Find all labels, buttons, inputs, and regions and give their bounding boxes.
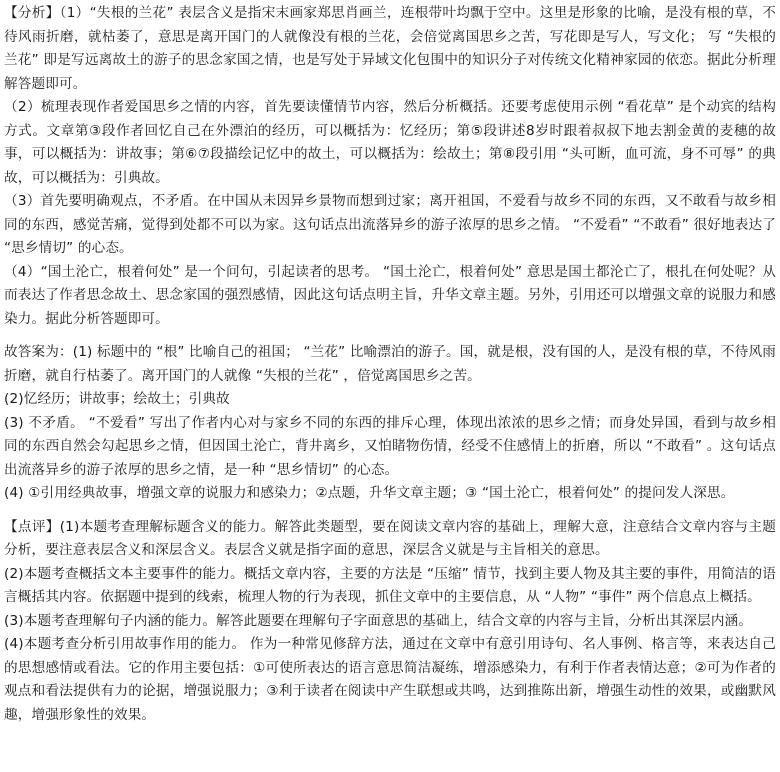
answer-item-4: (4) ①引用经典故事，增强文章的说服力和感染力；②点题，升华文章主题；③ “国土沦亡，根着何处” 的提问发人深思。 [4, 485, 735, 501]
comment-section [4, 516, 776, 728]
answer-section [4, 341, 776, 506]
analysis-paragraph-3: （3）首先要明确观点，不矛盾。在中国从未因异乡景物而想到过家；离开祖国，不爱看与故乡不同的东西，又不敢看与故乡相同的东西，感觉苦痛，觉得到处都不可以为家。这句话点出流落异乡的游子浓厚的思乡之情。 “不爱看” “不敢看” 很好地表达了 “思乡情切” 的心态。 [4, 193, 776, 256]
answer-item-2: (2)忆经历；讲故事；绘故土；引典故 [4, 391, 230, 407]
analysis-paragraph-2: （2）梳理表现作者爱国思乡之情的内容，首先要读懂情节内容，然后分析概括。还要考虑使用示例 “看花草” 是个动宾的结构方式。文章第③段作者回忆自己在外漂泊的经历，可以概括为：忆经历；第⑤段讲述8岁时跟着叔叔下地去割金黄的麦穗的故事，可以概括为：讲故事；第⑥⑦段描绘记忆中的故土，可以概括为：绘故土；第⑧段引用 “头可断，血可流，身不可辱” 的典故，可以概括为：引典故。 [4, 99, 776, 186]
analysis-paragraph-4: （4）“国土沦亡，根着何处” 是一个问句，引起读者的思考。 “国土沦亡，根着何处” 意思是国土都沦亡了，根扎在何处呢？从而表达了作者思念故土、思念家国的强烈感情，因此这句话点明主旨，升华文章主题。另外，引用还可以增强文章的说服力和感染力。据此分析答题即可。 [4, 263, 776, 327]
answer-item-1: 故答案为：(1) 标题中的 “根” 比喻自己的祖国； “兰花” 比喻漂泊的游子。国，就是根，没有国的人，是没有根的草，不待风雨折磨，就自行枯萎了。离开国门的人就像 “失根的兰花” ，倍觉离国思乡之苦。 [4, 344, 776, 384]
comment-item-1: 【点评】(1)本题考查理解标题含义的能力。解答此类题型，要在阅读文章内容的基础上，理解大意，注意结合文章内容与主题分析，要注意表层含义和深层含义。表层含义就是指字面的意思，深层含义就是与主旨相关的意思。 [4, 518, 776, 558]
analysis-section [4, 2, 776, 331]
section-spacer [4, 331, 776, 341]
comment-item-2: (2)本题考查概括文本主要事件的能力。概括文章内容，主要的方法是 “压缩” 情节，找到主要人物及其主要的事件，用简洁的语言概括其内容。依据题中提到的线索，梳理人物的行为表现，抓住文章中的主要信息，从 “人物” “事件” 两个信息点上概括。 [4, 565, 776, 605]
comment-item-3: (3)本题考查理解句子内涵的能力。解答此题要在理解句子字面意思的基础上，结合文章的内容与主旨，分析出其深层内涵。 [4, 612, 753, 629]
section-spacer [4, 506, 776, 516]
answer-item-3: (3) 不矛盾。 “不爱看” 写出了作者内心对与家乡不同的东西的排斥心理，体现出浓浓的思乡之情；而身处异国，看到与故乡相同的东西自然会勾起思乡之情，但因国土沦亡，背井离乡，又怕睹物伤情，经受不住感情上的折磨，所以 “不敢看” 。这句话点出流落异乡的游子浓厚的思乡之情，是一种 “思乡情切” 的心态。 [4, 414, 776, 478]
analysis-paragraph-1: 【分析】（1）“失根的兰花” 表层含义是指宋末画家郑思肖画兰，连根带叶均飘于空中。这里是形象的比喻，是没有根的草，不待风雨折磨，就枯萎了，意思是离开国门的人就像没有根的兰花，会倍觉离国思乡之苦，写花即是写人，写文化； 写 “失根的兰花” 即是写远离故土的游子的思念家国之情，也是写处于异域文化包围中的知识分子对传统文化精神家园的依恋。据此分析理解答题即可。 [4, 5, 776, 92]
comment-item-4: (4)本题考查分析引用故事作用的能力。 作为一种常见修辞方法，通过在文章中有意引用诗句、名人事例、格言等，来表达自己的思想感情或看法。它的作用主要包括：①可使所表达的语言意思简洁凝练，增添感染力，有利于作者表情达意；②可为作者的观点和看法提供有力的论据，增强说服力；③利于读者在阅读中产生联想或共鸣，达到推陈出新，增强生动性的效果，或幽默风趣，增强形象性的效果。 [4, 636, 776, 723]
